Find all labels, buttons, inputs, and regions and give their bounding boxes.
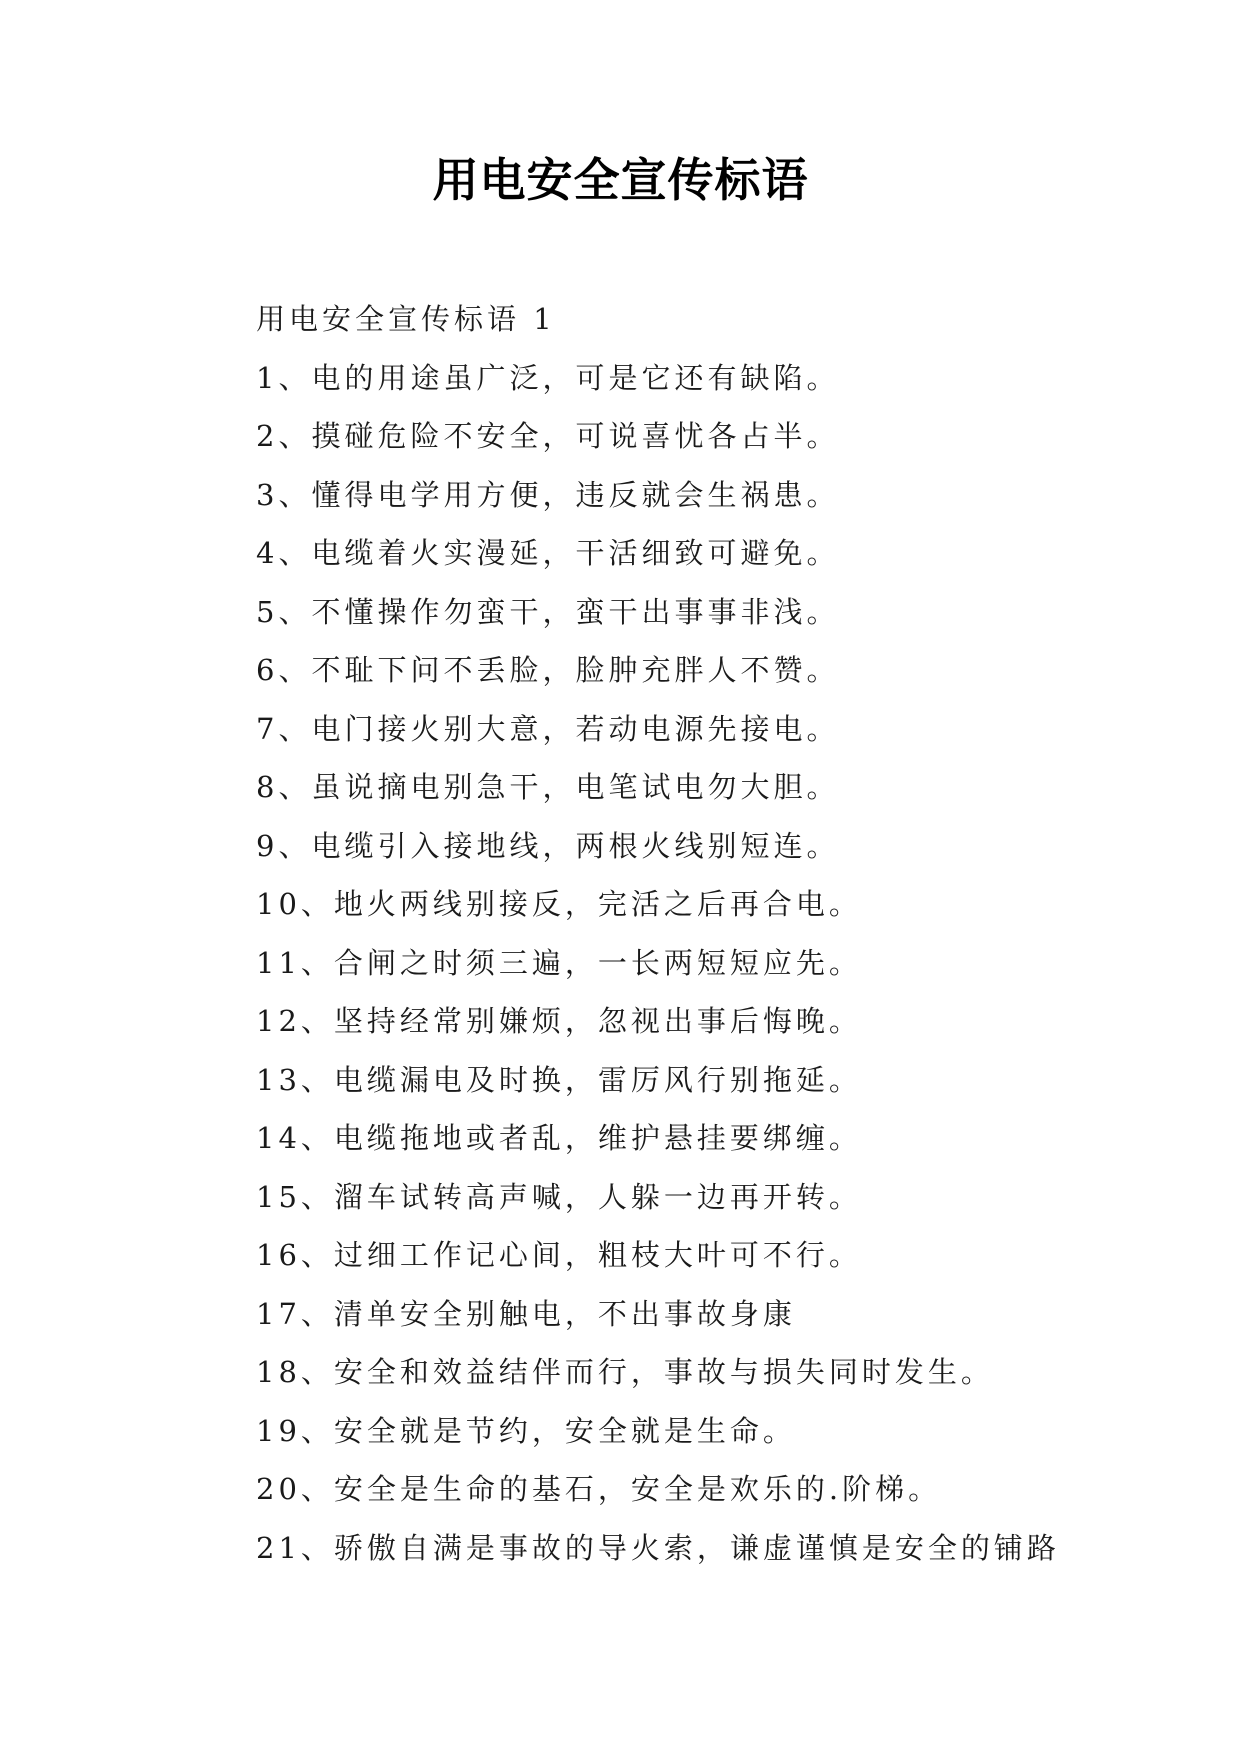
document-body xyxy=(256,290,1156,1577)
slogan-item: 20、安全是生命的基石，安全是欢乐的.阶梯。 xyxy=(256,1472,942,1506)
slogan-item: 10、地火两线别接反，完活之后再合电。 xyxy=(256,887,862,921)
slogan-item: 3、懂得电学用方便，违反就会生祸患。 xyxy=(256,477,840,512)
slogan-item: 13、电缆漏电及时换，雷厉风行别拖延。 xyxy=(256,1062,862,1097)
slogan-item: 15、溜车试转高声喊，人躲一边再开转。 xyxy=(256,1179,862,1214)
slogan-item: 14、电缆拖地或者乱，维护悬挂要绑缠。 xyxy=(256,1121,862,1155)
slogan-item: 2、摸碰危险不安全，可说喜忧各占半。 xyxy=(256,419,840,453)
slogan-item: 6、不耻下问不丢脸，脸肿充胖人不赞。 xyxy=(256,653,840,687)
slogan-item: 7、电门接火别大意，若动电源先接电。 xyxy=(256,711,840,746)
slogan-item: 12、坚持经常别嫌烦，忽视出事后悔晚。 xyxy=(256,1004,862,1038)
slogan-item: 4、电缆着火实漫延，干活细致可避免。 xyxy=(256,536,840,570)
slogan-item: 17、清单安全别触电，不出事故身康 xyxy=(256,1296,796,1331)
slogan-item: 11、合闸之时须三遍，一长两短短应先。 xyxy=(256,945,862,980)
slogan-item: 16、过细工作记心间，粗枝大叶可不行。 xyxy=(256,1238,862,1272)
slogan-item: 5、不懂操作勿蛮干，蛮干出事事非浅。 xyxy=(256,594,840,629)
slogan-item: 9、电缆引入接地线，两根火线别短连。 xyxy=(256,828,840,863)
slogan-item: 19、安全就是节约，安全就是生命。 xyxy=(256,1413,796,1448)
slogan-item: 8、虽说摘电别急干，电笔试电勿大胆。 xyxy=(256,770,840,804)
document-title: 用电安全宣传标语 xyxy=(432,153,809,207)
slogan-item: 1、电的用途虽广泛，可是它还有缺陷。 xyxy=(256,360,840,395)
slogan-item: 18、安全和效益结伴而行，事故与损失同时发生。 xyxy=(256,1355,994,1389)
section-heading: 用电安全宣传标语 1 xyxy=(256,302,556,336)
slogan-item: 21、骄傲自满是事故的导火索，谦虚谨慎是安全的铺路 xyxy=(256,1530,1060,1565)
